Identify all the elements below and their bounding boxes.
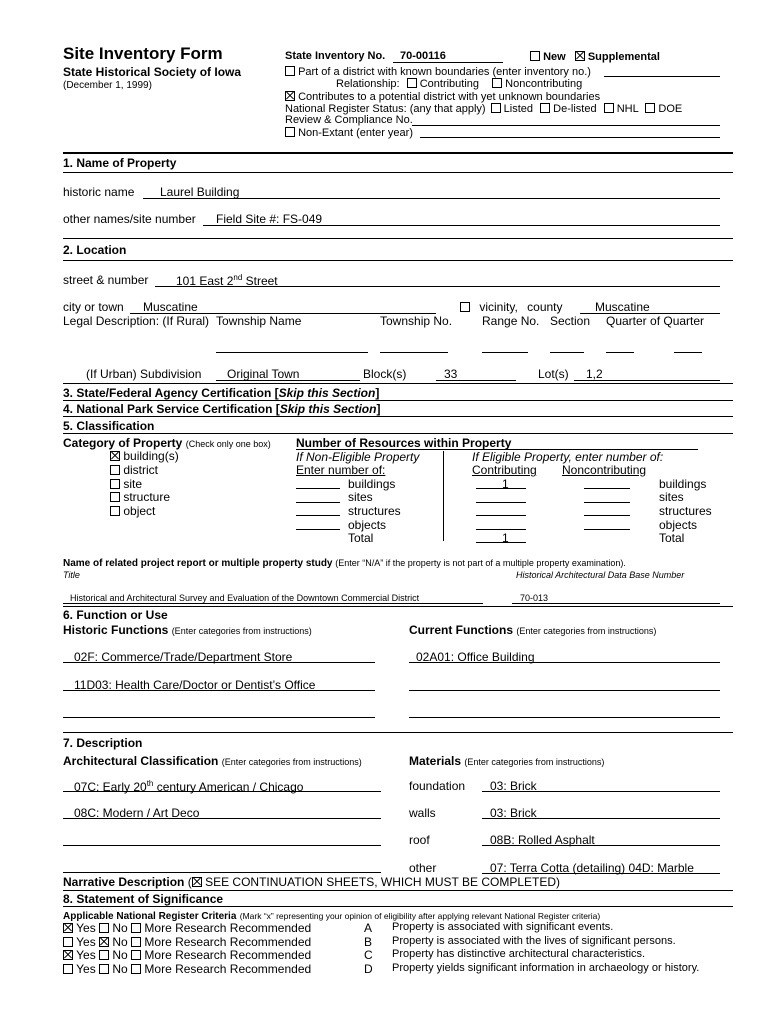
divider [63,433,733,434]
nr-status-label: National Register Status: (any that apply) [285,103,486,115]
narrative-text: SEE CONTINUATION SHEETS, WHICH MUST BE COMPLETED) [205,875,560,889]
criterion-c-yes-checkbox[interactable] [63,950,73,960]
foundation-label: foundation [409,779,466,793]
arch-class-field[interactable] [63,872,381,873]
materials-heading [409,755,604,767]
criterion-b-yes-checkbox[interactable] [63,937,73,947]
section-label: Section [550,314,591,328]
noncontributing-heading: Noncontributing [562,463,647,477]
no-label: No [112,921,128,935]
arch-class-style: century American / Chicago [153,780,304,794]
street-value: 101 East 2 [176,274,234,288]
section-1-title: 1. Name of Property [63,156,177,170]
state-inventory-line [393,62,503,63]
arch-class-note: (Enter categories from instructions) [221,757,362,767]
street-label: street & number [63,273,149,287]
eligible-type-structures: structures [659,504,712,518]
section-7-title: 7. Description [63,736,143,750]
criterion-d-options [63,963,311,975]
object-label: object [123,504,156,518]
lots-label: Lot(s) [538,367,569,381]
listed-checkbox[interactable] [491,103,501,113]
current-function-field[interactable] [409,717,720,718]
other-label: other [409,861,437,875]
yes-label: Yes [76,921,96,935]
current-functions-label: Current Functions [409,623,513,637]
eligible-heading: If Eligible Property, enter number of: [472,450,664,464]
delisted-checkbox[interactable] [540,103,550,113]
legal-description-label: Legal Description: (If Rural) [63,314,210,328]
relationship-row [336,78,582,90]
vicinity-option[interactable] [460,301,563,313]
other-names-field[interactable]: Field Site #: FS-049 [216,212,323,226]
section-3-skip: Skip this Section [278,386,376,400]
more-research-label: More Research Recommended [144,962,312,976]
walls-field[interactable]: 03: Brick [490,806,537,820]
subdivision-field[interactable]: Original Town [227,367,300,381]
criterion-letter: B [364,935,373,949]
criterion-b-options [63,936,311,948]
arch-class-suffix: th [146,779,154,788]
divider [63,383,733,384]
criterion-c-options [63,949,311,961]
criterion-d-no-checkbox[interactable] [99,964,109,974]
relationship-label: Relationship: [336,78,400,90]
divider [63,152,733,154]
section-field[interactable] [550,352,584,353]
range-no-label: Range No. [482,314,540,328]
part-of-district-label: Part of a district with known boundaries (enter inventory no.) [298,66,591,78]
section-4-title [63,403,380,415]
category-structure[interactable] [110,491,170,503]
city-label: city or town [63,300,124,314]
contributing-total-field[interactable]: 1 [502,531,509,545]
doe-checkbox[interactable] [645,103,655,113]
no-label: No [112,948,128,962]
current-function-field[interactable] [409,690,720,691]
historic-function-field[interactable] [63,717,375,718]
category-label: Category of Property [63,436,183,450]
criterion-d-yes-checkbox[interactable] [63,964,73,974]
divider [63,238,733,239]
blocks-field[interactable]: 33 [444,367,458,381]
doe-label: DOE [658,103,683,115]
contributing-sites-field[interactable] [476,502,526,503]
non-eligible-objects-field[interactable] [296,529,340,530]
historic-name-field[interactable]: Laurel Building [160,185,240,199]
divider [63,172,733,173]
non-extant-checkbox[interactable] [285,127,295,137]
section-5-title: 5. Classification [63,419,155,433]
noncontributing-label: Noncontributing [505,78,583,90]
resources-heading: Number of Resources within Property [296,436,512,450]
township-name-field[interactable] [216,352,368,353]
criteria-label: Applicable National Register Criteria [63,911,237,922]
materials-note: (Enter categories from instructions) [464,757,605,767]
section-8-title: 8. Statement of Significance [63,892,224,906]
other-names-label: other names/site number [63,212,196,226]
nhl-label: NHL [616,103,639,115]
divider [63,260,733,261]
walls-label: walls [409,806,436,820]
divider [63,416,733,417]
eligible-type-objects: objects [659,518,698,532]
materials-label: Materials [409,754,462,768]
street-type: Street [242,274,278,288]
no-label: No [112,962,128,976]
part-of-district-checkbox[interactable] [285,66,295,76]
new-checkbox[interactable] [530,51,540,61]
building-checkbox[interactable] [110,451,120,461]
county-field[interactable]: Muscatine [595,300,650,314]
township-name-label: Township Name [216,314,302,328]
roof-field[interactable]: 08B: Rolled Asphalt [490,833,595,847]
range-no-field[interactable] [482,352,528,353]
eligible-type-buildings: buildings [659,477,707,491]
noncontributing-checkbox[interactable] [492,78,502,88]
category-note: (Check only one box) [185,439,271,449]
non-eligible-buildings-field[interactable] [296,488,340,489]
non-extant-option[interactable] [285,127,413,139]
historic-name-label: historic name [63,185,135,199]
current-functions-note: (Enter categories from instructions) [516,626,657,636]
potential-district-checkbox[interactable] [285,91,295,101]
related-title-line [63,603,483,604]
category-district[interactable] [110,464,158,476]
district-number-field[interactable] [604,76,720,77]
street-suffix: nd [233,273,243,282]
narrative-label: Narrative Description [63,875,185,889]
more-research-label: More Research Recommended [144,921,312,935]
criterion-c-no-checkbox[interactable] [99,950,109,960]
foundation-field[interactable]: 03: Brick [490,779,537,793]
criterion-letter: C [364,948,373,962]
historic-function-field[interactable]: 11D03: Health Care/Doctor or Dentist’s Office [74,678,316,692]
potential-district-label: Contributes to a potential district with yet unknown boundaries [298,91,601,103]
noncontributing-sites-field[interactable] [584,502,630,503]
arch-class-field[interactable] [63,845,381,846]
criterion-a-more-research-checkbox[interactable] [131,923,141,933]
narrative-row: Narrative Description ( SEE CONTINUATION SHEETS, WHICH MUST BE COMPLETED) [63,875,560,889]
criterion-b-no-checkbox[interactable] [99,937,109,947]
state-inventory-label: State Inventory No. [285,50,386,62]
district-checkbox[interactable] [110,465,120,475]
building-label: building(s) [123,449,179,463]
related-project-note: (Enter “N/A” if the property is not part of a multiple property examination). [335,558,626,568]
structure-label: structure [123,490,171,504]
enter-number-label: Enter number of: [296,463,386,477]
criterion-d-more-research-checkbox[interactable] [131,964,141,974]
historic-functions-note: (Enter categories from instructions) [171,626,312,636]
divider [63,890,733,891]
new-label: New [543,51,566,63]
contributing-checkbox[interactable] [407,78,417,88]
street-field[interactable] [176,274,278,287]
current-functions-heading [409,624,656,636]
arch-class-field[interactable]: 08C: Modern / Art Deco [74,806,200,820]
noncontributing-objects-field[interactable] [584,529,630,530]
non-eligible-sites-field[interactable] [296,502,340,503]
current-function-field[interactable]: 02A01: Office Building [416,650,535,664]
historic-functions-label: Historic Functions [63,623,169,637]
contributing-buildings-line [476,488,526,489]
related-title-label: Title [63,570,80,580]
related-db-line [512,603,720,604]
quarter-field[interactable] [606,352,634,353]
narrative-checkbox[interactable] [192,877,202,887]
yes-label: Yes [76,948,96,962]
review-compliance-label: Review & Compliance No. [285,114,413,126]
criterion-description: Property is associated with the lives of significant persons. [392,935,676,947]
object-checkbox[interactable] [110,506,120,516]
urban-subdivision-label: (If Urban) Subdivision [86,367,202,381]
contributing-structures-field[interactable] [476,515,526,516]
vicinity-checkbox[interactable] [460,302,470,312]
divider [63,606,733,607]
category-site[interactable] [110,478,142,490]
criterion-letter: A [364,921,373,935]
criterion-a-options [63,922,311,934]
delisted-label: De-listed [553,103,597,115]
criteria-note: (Mark “x” representing your opinion of eligibility after applying relevant National Register criteria) [239,911,601,921]
vicinity-label: vicinity, [479,300,518,314]
criterion-description: Property has distinctive architectural characteristics. [392,948,646,960]
review-compliance-field[interactable] [412,125,720,126]
resource-type-total: Total [348,531,374,545]
county-label: county [527,300,563,314]
criterion-a-no-checkbox[interactable] [99,923,109,933]
arch-class-value: 07C: Early 20 [74,780,147,794]
non-extant-label: Non-Extant (enter year) [298,127,413,139]
criterion-description: Property yields significant information in archaeology or history. [392,962,700,974]
more-research-label: More Research Recommended [144,948,312,962]
criterion-letter: D [364,962,373,976]
lots-field[interactable]: 1,2 [586,367,603,381]
no-label: No [112,935,128,949]
yes-label: Yes [76,935,96,949]
section-3-text: 3. State/Federal Agency Certification [ [63,386,279,400]
state-inventory-field[interactable]: 70-00116 [400,50,446,62]
contributing-objects-field[interactable] [476,529,526,530]
section-3-title [63,387,379,399]
non-eligible-structures-field[interactable] [296,515,340,516]
noncontributing-structures-field[interactable] [584,515,630,516]
resource-type-structures: structures [348,504,401,518]
related-project-label: Name of related project report or multiple property study [63,558,333,569]
supplemental-checkbox[interactable] [575,51,585,61]
blocks-label: Block(s) [363,367,407,381]
quarter-of-field[interactable] [674,352,702,353]
section-4-bracket: ] [376,402,381,416]
divider [63,906,733,907]
yes-label: Yes [76,962,96,976]
site-checkbox[interactable] [110,479,120,489]
contributing-label: Contributing [419,78,480,90]
section-4-text: 4. National Park Service Certification [ [63,402,280,416]
township-no-field[interactable] [380,352,448,353]
related-project-heading [63,559,626,569]
quarter-label: Quarter of Quarter [606,314,705,328]
contributing-total-line [476,542,526,543]
section-3-bracket: ] [375,386,380,400]
non-eligible-heading: If Non-Eligible Property [296,450,420,464]
divider [63,400,733,401]
eligible-type-sites: sites [659,490,684,504]
noncontributing-buildings-field[interactable] [584,488,630,489]
arch-class-field[interactable] [74,780,303,793]
category-object[interactable] [110,505,155,517]
other-field[interactable]: 07: Terra Cotta (detailing) 04D: Marble [490,861,694,875]
structure-checkbox[interactable] [110,492,120,502]
site-label: site [123,477,143,491]
non-extant-field[interactable] [420,137,720,138]
more-research-label: More Research Recommended [144,935,312,949]
form-date: (December 1, 1999) [63,80,152,91]
resource-type-buildings: buildings [348,477,396,491]
section-2-title: 2. Location [63,243,127,257]
contributing-buildings-field[interactable]: 1 [502,477,509,491]
city-field[interactable]: Muscatine [143,300,198,314]
form-title: Site Inventory Form [63,44,223,63]
resource-type-sites: sites [348,490,373,504]
roof-label: roof [409,833,430,847]
related-db-label: Historical Architectural Data Base Number [516,570,685,580]
listed-label: Listed [503,103,534,115]
category-heading [63,437,271,449]
resource-type-objects: objects [348,518,387,532]
district-label: district [123,463,159,477]
historic-functions-heading [63,624,312,636]
criterion-a-yes-checkbox[interactable] [63,923,73,933]
agency-name: State Historical Society of Iowa [63,65,242,79]
nhl-checkbox[interactable] [604,103,614,113]
arch-class-heading [63,755,362,767]
criterion-description: Property is associated with significant events. [392,921,614,933]
historic-function-field[interactable]: 02F: Commerce/Trade/Department Store [74,650,293,664]
related-db-field[interactable]: 70-013 [520,593,549,603]
resources-divider [443,451,444,541]
section-6-title: 6. Function or Use [63,608,168,622]
eligible-type-total: Total [659,531,685,545]
township-no-label: Township No. [380,314,453,328]
related-title-field[interactable]: Historical and Architectural Survey and Evaluation of the Downtown Commercial District [70,593,420,603]
category-building[interactable] [110,450,179,462]
criterion-c-more-research-checkbox[interactable] [131,950,141,960]
section-4-skip: Skip this Section [279,402,377,416]
potential-district-option[interactable] [285,91,600,103]
criterion-b-more-research-checkbox[interactable] [131,937,141,947]
contributing-heading: Contributing [472,463,537,477]
part-of-district-option[interactable] [285,66,591,78]
divider [63,732,733,733]
new-option[interactable] [530,51,660,63]
arch-class-label: Architectural Classification [63,754,219,768]
supplemental-label: Supplemental [587,51,660,63]
